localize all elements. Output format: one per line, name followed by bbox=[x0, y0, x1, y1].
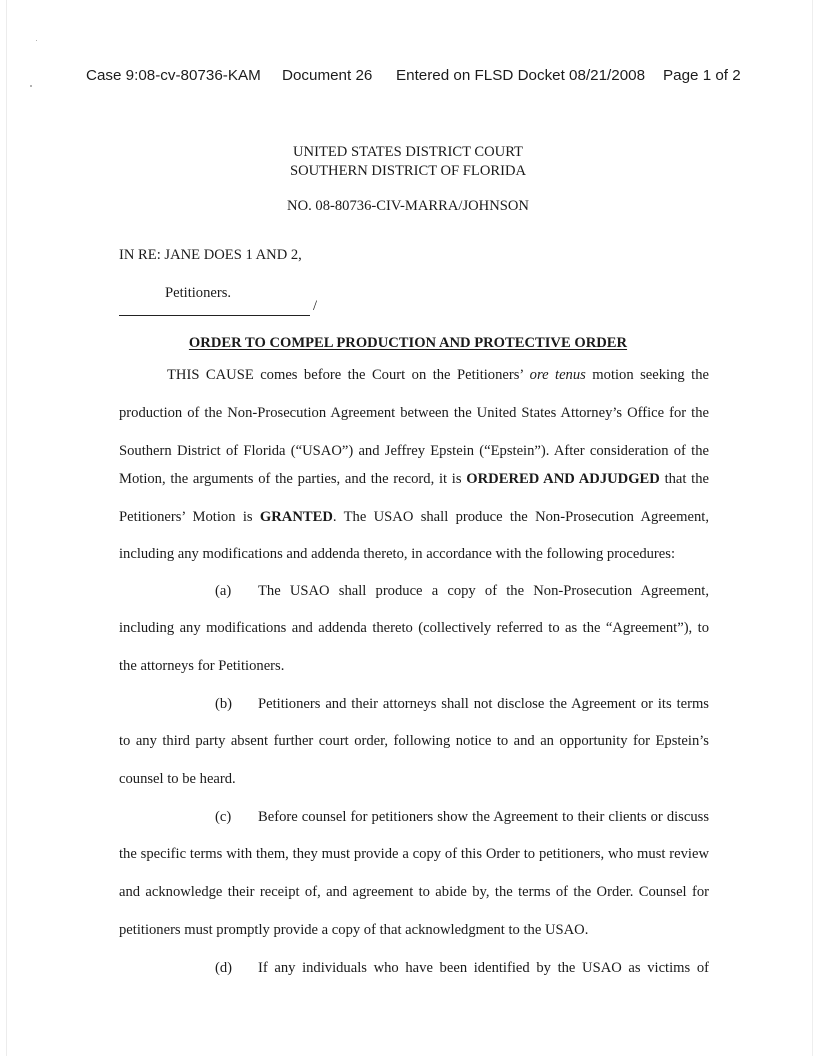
item-a-line-1: The USAO shall produce a copy of the Non-Prosecution Agreement, bbox=[258, 583, 709, 599]
intro-bold: GRANTED bbox=[259, 509, 333, 525]
item-b-line-1: Petitioners and their attorneys shall not disclose the Agreement or its terms bbox=[258, 696, 709, 712]
item-b-line-3: counsel to be heard. bbox=[119, 771, 236, 787]
caption-in-re: IN RE: JANE DOES 1 AND 2, bbox=[119, 247, 302, 263]
scan-speck bbox=[30, 85, 32, 87]
caption-slash: / bbox=[313, 298, 318, 314]
caption-party: Petitioners. bbox=[165, 285, 232, 301]
intro-text: THIS CAUSE comes before the Court on the Petitioners’ bbox=[167, 367, 530, 383]
intro-text: motion seeking the bbox=[585, 367, 709, 383]
intro-line-5 bbox=[119, 509, 709, 526]
item-d-line-1: If any individuals who have been identified by the USAO as victims of bbox=[258, 960, 709, 976]
item-a-line-3: the attorneys for Petitioners. bbox=[119, 658, 285, 674]
intro-line-6: including any modifications and addenda thereto, in accordance with the following procedures: bbox=[119, 546, 676, 562]
item-c-line-4: petitioners must promptly provide a copy of that acknowledgment to the USAO. bbox=[119, 922, 589, 938]
intro-line-3: Southern District of Florida (“USAO”) and Jeffrey Epstein (“Epstein”). After consideration of the bbox=[119, 443, 709, 459]
item-a-line-2: including any modifications and addenda thereto (collectively referred to as the “Agreement”), to bbox=[119, 620, 709, 636]
intro-text: . The USAO shall produce the Non-Prosecution Agreement, bbox=[332, 509, 709, 525]
item-b-label: (b) bbox=[215, 696, 233, 712]
entered-date: Entered on FLSD Docket 08/21/2008 bbox=[396, 67, 646, 84]
court-name: UNITED STATES DISTRICT COURT bbox=[293, 144, 523, 160]
court-heading bbox=[0, 143, 816, 181]
item-c-label: (c) bbox=[215, 809, 232, 825]
item-b-line-2: to any third party absent further court order, following notice to and an opportunity for Epstein’s bbox=[119, 733, 709, 749]
court-district: SOUTHERN DISTRICT OF FLORIDA bbox=[289, 163, 527, 179]
document-number: Document 26 bbox=[282, 67, 373, 84]
intro-text: Motion, the arguments of the parties, and the record, it is bbox=[119, 471, 467, 487]
intro-text: Petitioners’ Motion is bbox=[119, 509, 260, 525]
intro-line-2: production of the Non-Prosecution Agreement between the United States Attorney’s Office for the bbox=[119, 405, 709, 421]
intro-italic: ore tenus bbox=[529, 367, 586, 383]
item-a-label: (a) bbox=[215, 583, 232, 599]
page-indicator: Page 1 of 2 bbox=[663, 67, 741, 84]
intro-bold: ORDERED AND ADJUDGED bbox=[466, 471, 660, 487]
item-d-label: (d) bbox=[215, 960, 233, 976]
court-case-no: NO. 08-80736-CIV-MARRA/JOHNSON bbox=[287, 198, 529, 214]
order-title: ORDER TO COMPEL PRODUCTION AND PROTECTIVE ORDER bbox=[188, 335, 628, 351]
item-c-line-2: the specific terms with them, they must provide a copy of this Order to petitioners, who must review bbox=[119, 846, 709, 862]
item-c-line-3: and acknowledge their receipt of, and agreement to abide by, the terms of the Order. Counsel for bbox=[119, 884, 709, 900]
scan-speck bbox=[36, 40, 37, 41]
item-c-line-1: Before counsel for petitioners show the Agreement to their clients or discuss bbox=[258, 809, 709, 825]
caption-rule bbox=[119, 315, 310, 316]
intro-line-1 bbox=[167, 367, 709, 384]
intro-line-4 bbox=[119, 471, 709, 488]
intro-text: that the bbox=[659, 471, 709, 487]
case-number: Case 9:08-cv-80736-KAM bbox=[86, 67, 261, 84]
